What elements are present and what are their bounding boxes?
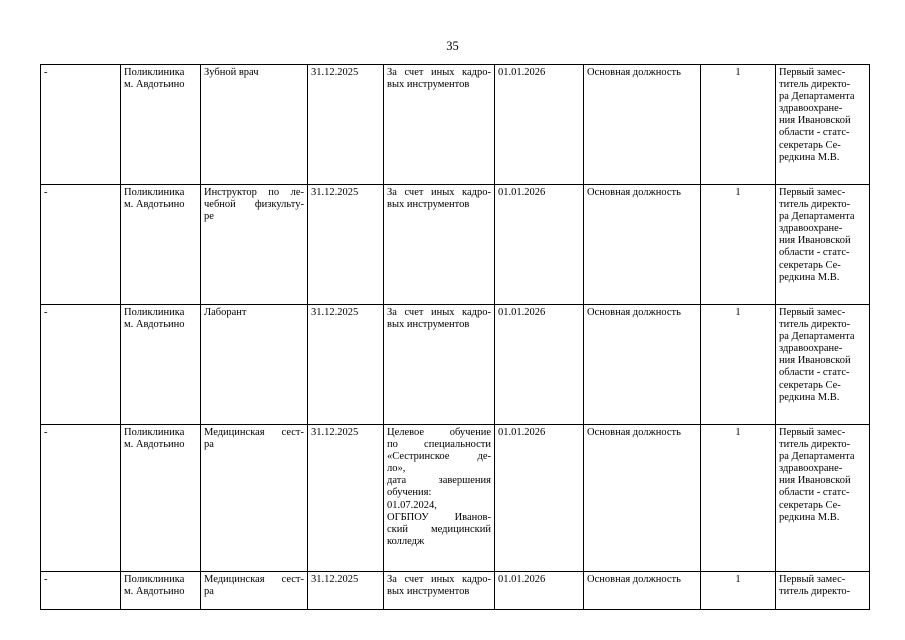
cell-text: 1 (735, 67, 741, 78)
staffing-source-cell (384, 185, 495, 305)
cell-text-line: ра Департамента (779, 211, 855, 223)
cell-text-line: секретарь Се- (779, 499, 841, 511)
staffing-source-cell (384, 305, 495, 425)
position-type-cell (584, 305, 701, 425)
table-row (41, 65, 870, 185)
cell-text-line: чебной физкульту- (204, 199, 304, 211)
cell-text-line: Первый замес- (779, 307, 846, 318)
cell-text-line: области - статс- (779, 367, 850, 379)
cell-text-line: титель директо- (779, 79, 851, 91)
cell-text-line: Лаборант (204, 307, 247, 318)
cell-text-line: титель директо- (779, 199, 851, 211)
table-row (41, 425, 870, 572)
date-cell (308, 65, 384, 185)
cell-text-line: титель директо- (779, 439, 851, 451)
cell-text-line: ра (204, 439, 214, 451)
cell-text: 1 (735, 427, 741, 438)
cell-text-line: Первый замес- (779, 574, 846, 585)
cell-text-line: За счет иных кадро- (387, 307, 491, 318)
start-date-cell (495, 65, 584, 185)
cell-text-line: ра Департамента (779, 331, 855, 343)
organization-cell (121, 305, 201, 425)
cell-text: - (44, 67, 48, 78)
responsible-person-cell (776, 185, 870, 305)
cell-text: 31.12.2025 (311, 307, 359, 318)
cell-text-line: м. Авдотьино (124, 586, 185, 598)
cell-text: Основная должность (587, 574, 681, 585)
cell-text: 31.12.2025 (311, 187, 359, 198)
cell-text-line: титель директо- (779, 319, 851, 331)
cell-text-line: м. Авдотьино (124, 79, 185, 91)
cell-text-line: За счет иных кадро- (387, 67, 491, 78)
cell-text: 1 (735, 187, 741, 198)
quantity-cell (701, 305, 776, 425)
row-number-cell (41, 425, 121, 572)
cell-text-line: здравоохране- (779, 343, 843, 355)
date-cell (308, 305, 384, 425)
cell-text-line: Зубной врач (204, 67, 259, 78)
cell-text-line: редкина М.В. (779, 391, 840, 403)
cell-text-line: ра (204, 586, 214, 598)
organization-cell (121, 572, 201, 610)
cell-text-line: редкина М.В. (779, 271, 840, 283)
cell-text-line: Целевое обучение (387, 427, 491, 438)
cell-text-line: области - статс- (779, 127, 850, 139)
date-cell (308, 572, 384, 610)
cell-text-line: Поликлиника (124, 307, 185, 318)
cell-text: 31.12.2025 (311, 67, 359, 78)
staffing-table (40, 64, 870, 610)
cell-text-line: дата завершения (387, 475, 491, 487)
cell-text-line: секретарь Се- (779, 379, 841, 391)
staffing-source-cell (384, 65, 495, 185)
cell-text-line: «Сестринское де- (387, 451, 491, 463)
cell-text-line: ния Ивановской (779, 235, 851, 247)
cell-text: - (44, 427, 48, 438)
cell-text-line: ра Департамента (779, 91, 855, 103)
row-number-cell (41, 305, 121, 425)
cell-text-line: 01.07.2024, (387, 499, 437, 511)
position-cell (201, 185, 308, 305)
cell-text: 01.01.2026 (498, 187, 546, 198)
table-body (41, 65, 870, 610)
position-cell (201, 305, 308, 425)
cell-text-line: редкина М.В. (779, 151, 840, 163)
responsible-person-cell (776, 305, 870, 425)
cell-text-line: секретарь Се- (779, 139, 841, 151)
row-number-cell (41, 65, 121, 185)
organization-cell (121, 185, 201, 305)
cell-text-line: м. Авдотьино (124, 319, 185, 331)
cell-text-line: ОГБПОУ Иванов- (387, 511, 491, 523)
cell-text: Основная должность (587, 307, 681, 318)
responsible-person-cell (776, 425, 870, 572)
cell-text-line: Поликлиника (124, 67, 185, 78)
start-date-cell (495, 185, 584, 305)
cell-text-line: ский медицинский (387, 523, 491, 535)
start-date-cell (495, 305, 584, 425)
cell-text: Основная должность (587, 67, 681, 78)
quantity-cell (701, 185, 776, 305)
cell-text-line: редкина М.В. (779, 511, 840, 523)
cell-text-line: здравоохране- (779, 463, 843, 475)
table-row (41, 185, 870, 305)
cell-text-line: вых инструментов (387, 319, 470, 331)
start-date-cell (495, 572, 584, 610)
cell-text-line: колледж (387, 535, 425, 547)
cell-text-line: Поликлиника (124, 427, 185, 438)
cell-text-line: области - статс- (779, 247, 850, 259)
cell-text-line: ния Ивановской (779, 355, 851, 367)
position-cell (201, 65, 308, 185)
cell-text-line: ре (204, 211, 214, 223)
quantity-cell (701, 425, 776, 572)
position-type-cell (584, 572, 701, 610)
cell-text-line: м. Авдотьино (124, 199, 185, 211)
position-cell (201, 425, 308, 572)
cell-text: 31.12.2025 (311, 427, 359, 438)
cell-text: 01.01.2026 (498, 307, 546, 318)
table-row (41, 572, 870, 610)
cell-text-line: Поликлиника (124, 187, 185, 198)
staffing-source-cell (384, 572, 495, 610)
organization-cell (121, 425, 201, 572)
quantity-cell (701, 65, 776, 185)
row-number-cell (41, 185, 121, 305)
cell-text-line: м. Авдотьино (124, 439, 185, 451)
cell-text-line: ра Департамента (779, 451, 855, 463)
cell-text: 01.01.2026 (498, 427, 546, 438)
table-row (41, 305, 870, 425)
cell-text-line: Поликлиника (124, 574, 185, 585)
date-cell (308, 185, 384, 305)
position-type-cell (584, 185, 701, 305)
position-type-cell (584, 65, 701, 185)
cell-text: Основная должность (587, 187, 681, 198)
cell-text: Основная должность (587, 427, 681, 438)
position-cell (201, 572, 308, 610)
cell-text-line: За счет иных кадро- (387, 187, 491, 198)
cell-text: 1 (735, 574, 741, 585)
cell-text-line: титель директо- (779, 586, 851, 598)
cell-text-line: вых инструментов (387, 199, 470, 211)
cell-text: 1 (735, 307, 741, 318)
cell-text-line: вых инструментов (387, 586, 470, 598)
cell-text-line: Первый замес- (779, 187, 846, 198)
cell-text-line: ло», (387, 463, 406, 475)
cell-text-line: Первый замес- (779, 67, 846, 78)
cell-text: 31.12.2025 (311, 574, 359, 585)
cell-text-line: Инструктор по ле- (204, 187, 304, 198)
cell-text-line: здравоохране- (779, 223, 843, 235)
date-cell (308, 425, 384, 572)
cell-text-line: вых инструментов (387, 79, 470, 91)
organization-cell (121, 65, 201, 185)
cell-text: 01.01.2026 (498, 574, 546, 585)
cell-text-line: области - статс- (779, 487, 850, 499)
cell-text-line: Медицинская сест- (204, 574, 304, 585)
cell-text-line: ния Ивановской (779, 475, 851, 487)
cell-text-line: ния Ивановской (779, 115, 851, 127)
cell-text-line: Первый замес- (779, 427, 846, 438)
cell-text: - (44, 307, 48, 318)
position-type-cell (584, 425, 701, 572)
cell-text-line: Медицинская сест- (204, 427, 304, 438)
staffing-source-cell (384, 425, 495, 572)
quantity-cell (701, 572, 776, 610)
responsible-person-cell (776, 572, 870, 610)
responsible-person-cell (776, 65, 870, 185)
cell-text-line: здравоохране- (779, 103, 843, 115)
cell-text: - (44, 574, 48, 585)
start-date-cell (495, 425, 584, 572)
cell-text-line: обучения: (387, 487, 432, 499)
cell-text-line: по специальности (387, 439, 491, 451)
page-number: 35 (446, 39, 459, 53)
cell-text-line: секретарь Се- (779, 259, 841, 271)
cell-text: 01.01.2026 (498, 67, 546, 78)
cell-text: - (44, 187, 48, 198)
row-number-cell (41, 572, 121, 610)
cell-text-line: За счет иных кадро- (387, 574, 491, 585)
